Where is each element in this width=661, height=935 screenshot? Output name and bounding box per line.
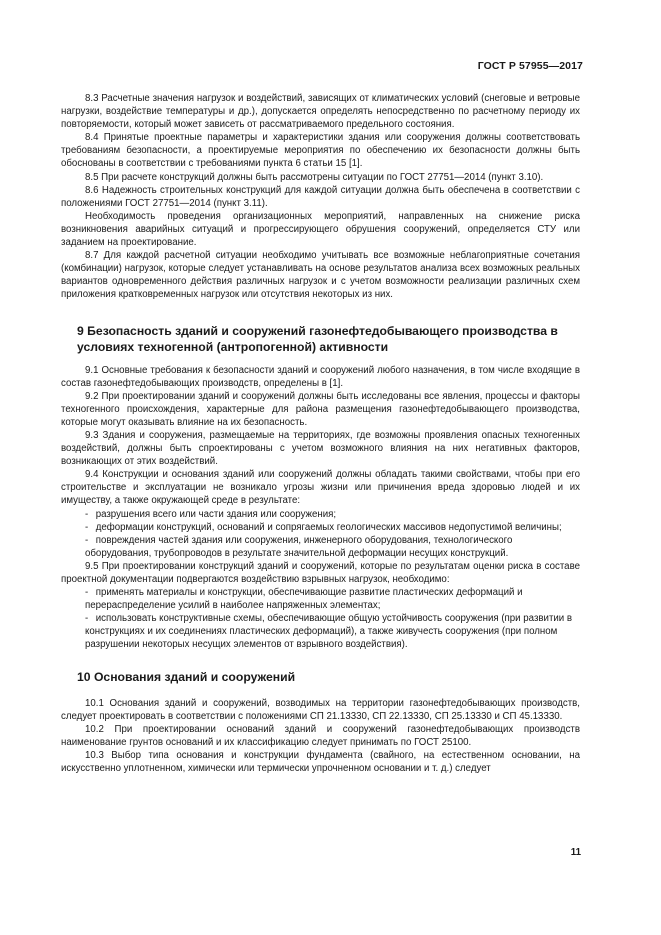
paragraph-8-5: 8.5 При расчете конструкций должны быть рассмотрены ситуации по ГОСТ 27751—2014 (пункт 3.10). [85,171,544,183]
paragraph-10-1: 10.1 Основания зданий и сооружений, возводимых на территории газонефтедобывающих производств, следует проектировать в соответствии с положениями СП 21.13330, СП 22.13330, СП 25.13330 и СП 45.13330. [61,697,580,722]
list-item [61,586,580,612]
list-item-text: повреждения частей здания или сооружения, инженерного оборудования, технологического оборудования, трубопроводов в результате значительной деформации несущих конструкций. [85,534,513,559]
list-item [61,508,580,521]
paragraph-9-3: 9.3 Здания и сооружения, размещаемые на территориях, где возможны проявления опасных техногенных воздействий, должны быть спроектированы с учетом возможного влияния на них негативных факторов, возникающих от этих воздействий. [61,429,580,468]
list-item-text: деформации конструкций, оснований и сопрягаемых геологических массивов недопустимой величины; [95,521,562,533]
list-dash: - [85,508,89,520]
list-dash: - [85,521,89,533]
list-item-text: использовать конструктивные схемы, обеспечивающие общую устойчивость сооружения (при развитии в конструкциях и их соединениях пластических деформаций), а также живучесть сооружения (при полном разрушении некоторых несущих элементов от взрывного воздействия). [85,613,573,651]
paragraph-8-6: 8.6 Надежность строительных конструкций для каждой ситуации должна быть обеспечена в соответствии с положениями ГОСТ 27751—2014 (пункт 3.11). [61,184,580,209]
list-item-text: применять материалы и конструкции, обеспечивающие развитие пластических деформаций и перераспределение усилий в наиболее напряженных элементах; [85,587,523,612]
page-number: 11 [570,847,581,858]
paragraph-8-3: 8.3 Расчетные значения нагрузок и воздействий, зависящих от климатических условий (снеговые и ветровые нагрузки, воздействие температуры и др.), допускается определять непосредственно по расчетному периоду их повторяемости, который может зависеть от рассматриваемого предельного состояния. [61,93,580,131]
paragraph-9-4: 9.4 Конструкции и основания зданий или сооружений должны обладать такими свойствами, чтобы при его строительстве и эксплуатации не возникало угрозы жизни или причинения вреда здоровью людей и их имуществу, а также окружающей среде в результате: [61,469,580,507]
paragraph-8-7: 8.7 Для каждой расчетной ситуации необходимо учитывать все возможные неблагоприятные сочетания (комбинации) нагрузок, которые следует устанавливать на основе результатов анализа всех возможных реальных вариантов одновременного действия различных нагрузок и с учетом возможности реализации различных схем приложения кратковременных нагрузок или отсутствия некоторых из них. [61,250,580,301]
paragraph-8-6-note: Необходимость проведения организационных мероприятий, направленных на снижение риска возникновения аварийных ситуаций и прогрессирующего обрушения сооружений, определяется СТУ или заданием на проектирование. [61,210,580,249]
paragraph-9-5: 9.5 При проектировании конструкций зданий и сооружений, которые по результатам оценки риска в составе проектной документации подвергаются воздействию взрывных нагрузок, необходимо: [61,560,580,585]
section-10-heading: 10 Основания зданий и сооружений [77,669,296,684]
paragraph-9-1: 9.1 Основные требования к безопасности зданий и сооружений любого назначения, в том числе входящие в состав газонефтедобывающих производств, определены в [1]. [61,364,580,389]
paragraph-10-3: 10.3 Выбор типа основания и конструкции фундамента (свайного, на естественном основании, на искусственно уплотненном, химически или термически упрочненном основании и т. д.) следует [61,749,580,775]
paragraph-8-4: 8.4 Принятые проектные параметры и характеристики здания или сооружения должны соответствовать требованиям безопасности, а проектируемые мероприятия по обеспечению их безопасности должны быть обоснованы в соответствии с требованиями пункта 6 статьи 15 [1]. [61,132,580,170]
list-dash: - [85,534,89,546]
list-item [61,612,580,651]
list-dash: - [85,587,89,599]
list-item [61,534,580,560]
list-dash: - [85,613,89,625]
section-9-heading: 9 Безопасность зданий и сооружений газонефтедобывающего производства в условиях техногенной (антропогенной) активности [77,323,558,354]
document-standard-number: ГОСТ Р 57955—2017 [477,60,583,72]
paragraph-9-2: 9.2 При проектировании зданий и сооружений должны быть исследованы все явления, процессы и факторы техногенного происхождения, характерные для района размещения газонефтедобывающего производства, которые могут оказывать влияние на их безопасность. [61,390,580,428]
list-item-text: разрушения всего или части здания или сооружения; [95,508,337,520]
document-body [61,92,580,775]
paragraph-10-2: 10.2 При проектировании оснований зданий и сооружений газонефтедобывающих производств наименование грунтов оснований и их классификацию следует принимать по ГОСТ 25100. [61,723,580,748]
list-item [61,521,580,534]
